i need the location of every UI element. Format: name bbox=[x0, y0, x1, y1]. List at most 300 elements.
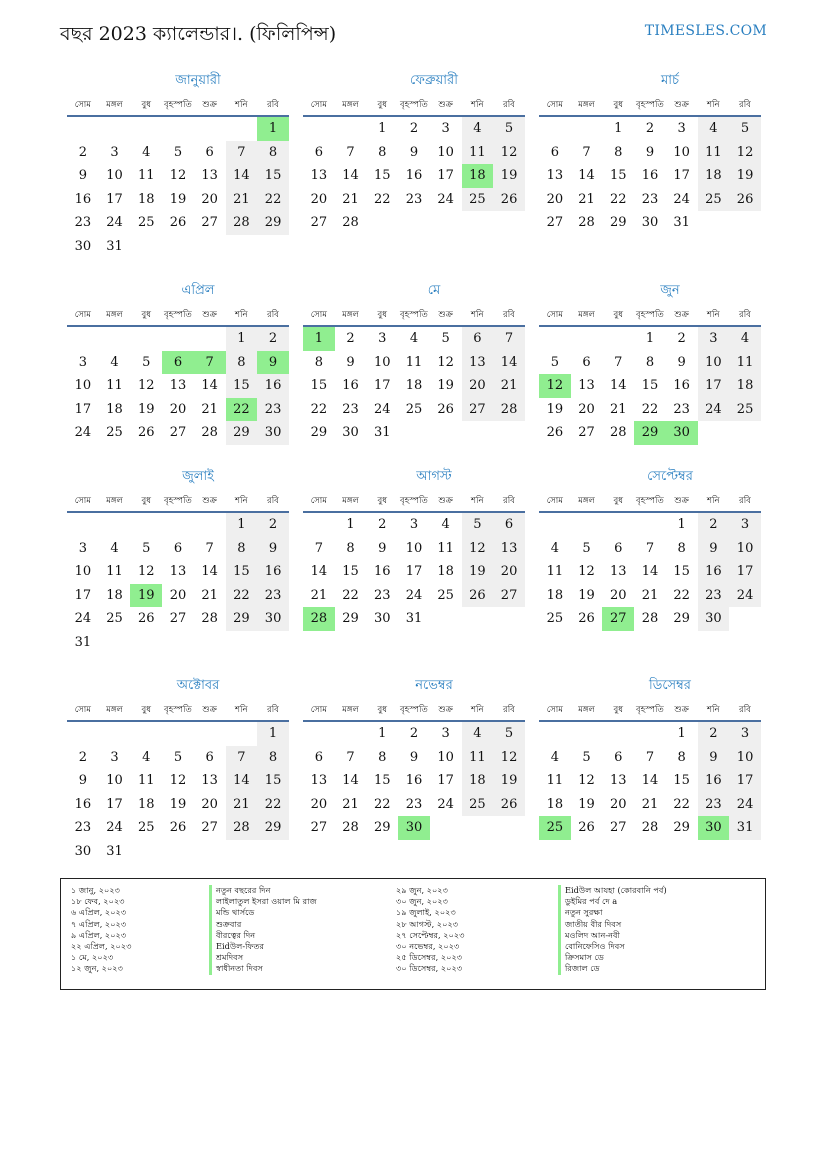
day-cell[interactable]: 11 bbox=[137, 168, 155, 183]
day-cell[interactable]: 21 bbox=[578, 191, 595, 207]
day-cell[interactable]: 14 bbox=[201, 378, 218, 393]
day-cell[interactable]: 23 bbox=[641, 191, 659, 207]
day-cell[interactable]: 18 bbox=[137, 796, 155, 812]
day-cell[interactable]: 7 bbox=[226, 746, 258, 770]
holiday-day-cell[interactable]: 29 bbox=[634, 421, 666, 445]
day-cell[interactable]: 14 bbox=[493, 351, 525, 375]
day-cell[interactable]: 7 bbox=[346, 749, 355, 765]
day-cell[interactable]: 5 bbox=[550, 354, 559, 370]
day-cell[interactable]: 25 bbox=[137, 820, 155, 835]
day-cell[interactable]: 10 bbox=[698, 351, 730, 375]
day-cell[interactable]: 21 bbox=[201, 587, 218, 603]
day-cell[interactable]: 9 bbox=[698, 537, 730, 561]
day-cell[interactable]: 26 bbox=[729, 188, 761, 212]
day-cell[interactable]: 2 bbox=[645, 121, 655, 136]
day-cell[interactable]: 25 bbox=[437, 587, 454, 603]
day-cell[interactable]: 6 bbox=[614, 540, 623, 556]
day-cell[interactable]: 17 bbox=[74, 401, 92, 417]
day-cell[interactable]: 5 bbox=[142, 354, 151, 370]
day-cell[interactable]: 10 bbox=[729, 746, 761, 770]
day-cell[interactable]: 20 bbox=[609, 587, 627, 603]
day-cell[interactable]: 26 bbox=[169, 215, 187, 230]
day-cell[interactable]: 24 bbox=[106, 820, 123, 835]
day-cell[interactable]: 20 bbox=[310, 796, 328, 812]
day-cell[interactable]: 5 bbox=[582, 540, 591, 556]
day-cell[interactable]: 22 bbox=[310, 401, 328, 417]
day-cell[interactable]: 13 bbox=[493, 537, 525, 561]
day-cell[interactable]: 15 bbox=[257, 164, 289, 188]
day-cell[interactable]: 9 bbox=[378, 540, 387, 556]
holiday-day-cell[interactable]: 19 bbox=[130, 584, 162, 608]
day-cell[interactable]: 3 bbox=[378, 331, 387, 346]
day-cell[interactable]: 24 bbox=[74, 611, 92, 626]
day-cell[interactable]: 17 bbox=[405, 564, 423, 579]
day-cell[interactable]: 5 bbox=[462, 513, 494, 537]
day-cell[interactable]: 6 bbox=[614, 749, 623, 765]
day-cell[interactable]: 30 bbox=[373, 611, 391, 626]
day-cell[interactable]: 26 bbox=[493, 188, 525, 212]
day-cell[interactable]: 28 bbox=[493, 398, 525, 422]
day-cell[interactable]: 4 bbox=[550, 540, 559, 556]
day-cell[interactable]: 26 bbox=[493, 793, 525, 817]
day-cell[interactable]: 21 bbox=[641, 587, 659, 603]
day-cell[interactable]: 12 bbox=[437, 354, 454, 370]
holiday-day-cell[interactable]: 25 bbox=[539, 816, 571, 840]
day-cell[interactable]: 4 bbox=[409, 331, 419, 346]
day-cell[interactable]: 27 bbox=[169, 611, 187, 626]
day-cell[interactable]: 8 bbox=[645, 354, 655, 370]
day-cell[interactable]: 5 bbox=[173, 749, 183, 765]
day-cell[interactable]: 20 bbox=[578, 401, 595, 417]
day-cell[interactable]: 12 bbox=[169, 168, 187, 183]
day-cell[interactable]: 23 bbox=[257, 584, 289, 608]
day-cell[interactable]: 8 bbox=[677, 749, 686, 765]
day-cell[interactable]: 7 bbox=[645, 749, 655, 765]
day-cell[interactable]: 24 bbox=[106, 215, 123, 230]
day-cell[interactable]: 15 bbox=[226, 560, 258, 584]
day-cell[interactable]: 29 bbox=[609, 215, 627, 230]
day-cell[interactable]: 3 bbox=[409, 517, 419, 532]
day-cell[interactable]: 25 bbox=[106, 425, 123, 440]
day-cell[interactable]: 5 bbox=[582, 749, 591, 765]
day-cell[interactable]: 29 bbox=[226, 421, 258, 445]
day-cell[interactable]: 20 bbox=[169, 587, 187, 603]
day-cell[interactable]: 31 bbox=[673, 215, 690, 230]
day-cell[interactable]: 12 bbox=[578, 773, 595, 788]
day-cell[interactable]: 12 bbox=[169, 773, 187, 788]
day-cell[interactable]: 7 bbox=[582, 144, 591, 160]
day-cell[interactable]: 29 bbox=[673, 611, 690, 626]
day-cell[interactable]: 2 bbox=[677, 331, 686, 346]
day-cell[interactable]: 22 bbox=[257, 188, 289, 212]
day-cell[interactable]: 4 bbox=[110, 354, 119, 370]
day-cell[interactable]: 18 bbox=[405, 378, 423, 393]
day-cell[interactable]: 10 bbox=[673, 144, 690, 160]
day-cell[interactable]: 12 bbox=[137, 378, 155, 393]
day-cell[interactable]: 27 bbox=[169, 425, 187, 440]
day-cell[interactable]: 21 bbox=[342, 191, 359, 207]
day-cell[interactable]: 22 bbox=[673, 796, 690, 812]
day-cell[interactable]: 23 bbox=[74, 215, 92, 230]
day-cell[interactable]: 9 bbox=[698, 746, 730, 770]
day-cell[interactable]: 18 bbox=[106, 401, 123, 417]
day-cell[interactable]: 16 bbox=[74, 796, 92, 812]
day-cell[interactable]: 20 bbox=[546, 191, 564, 207]
day-cell[interactable]: 26 bbox=[137, 611, 155, 626]
day-cell[interactable]: 28 bbox=[641, 611, 659, 626]
day-cell[interactable]: 8 bbox=[378, 144, 387, 160]
day-cell[interactable]: 15 bbox=[641, 378, 659, 393]
day-cell[interactable]: 27 bbox=[462, 398, 494, 422]
day-cell[interactable]: 13 bbox=[201, 168, 218, 183]
day-cell[interactable]: 11 bbox=[462, 141, 494, 165]
day-cell[interactable]: 16 bbox=[257, 560, 289, 584]
day-cell[interactable]: 4 bbox=[441, 517, 450, 532]
day-cell[interactable]: 25 bbox=[698, 188, 730, 212]
day-cell[interactable]: 16 bbox=[342, 378, 359, 393]
day-cell[interactable]: 27 bbox=[493, 584, 525, 608]
day-cell[interactable]: 14 bbox=[201, 564, 218, 579]
day-cell[interactable]: 18 bbox=[546, 796, 564, 812]
day-cell[interactable]: 3 bbox=[78, 354, 87, 370]
day-cell[interactable]: 22 bbox=[373, 191, 391, 207]
day-cell[interactable]: 12 bbox=[137, 564, 155, 579]
day-cell[interactable]: 23 bbox=[74, 820, 92, 835]
day-cell[interactable]: 8 bbox=[257, 141, 289, 165]
day-cell[interactable]: 8 bbox=[226, 537, 258, 561]
day-cell[interactable]: 26 bbox=[578, 611, 595, 626]
day-cell[interactable]: 13 bbox=[169, 564, 187, 579]
day-cell[interactable]: 2 bbox=[78, 749, 87, 765]
day-cell[interactable]: 29 bbox=[342, 611, 359, 626]
day-cell[interactable]: 25 bbox=[137, 215, 155, 230]
day-cell[interactable]: 30 bbox=[641, 215, 659, 230]
day-cell[interactable]: 3 bbox=[441, 726, 450, 741]
day-cell[interactable]: 19 bbox=[169, 191, 187, 207]
day-cell[interactable]: 21 bbox=[641, 796, 659, 812]
day-cell[interactable]: 24 bbox=[729, 584, 761, 608]
day-cell[interactable]: 30 bbox=[74, 238, 92, 254]
day-cell[interactable]: 12 bbox=[729, 141, 761, 165]
day-cell[interactable]: 16 bbox=[698, 560, 730, 584]
holiday-day-cell[interactable]: 28 bbox=[303, 607, 335, 631]
day-cell[interactable]: 23 bbox=[257, 398, 289, 422]
day-cell[interactable]: 3 bbox=[677, 121, 686, 136]
day-cell[interactable]: 13 bbox=[201, 773, 218, 788]
day-cell[interactable]: 9 bbox=[409, 144, 419, 160]
day-cell[interactable]: 2 bbox=[378, 517, 387, 532]
day-cell[interactable]: 16 bbox=[698, 769, 730, 793]
day-cell[interactable]: 30 bbox=[257, 421, 289, 445]
day-cell[interactable]: 22 bbox=[641, 401, 659, 417]
day-cell[interactable]: 15 bbox=[673, 564, 690, 579]
day-cell[interactable]: 31 bbox=[405, 611, 423, 626]
day-cell[interactable]: 29 bbox=[226, 607, 258, 631]
day-cell[interactable]: 16 bbox=[373, 564, 391, 579]
holiday-day-cell[interactable]: 1 bbox=[257, 117, 289, 141]
day-cell[interactable]: 11 bbox=[546, 564, 564, 579]
day-cell[interactable]: 17 bbox=[437, 168, 454, 183]
day-cell[interactable]: 13 bbox=[609, 773, 627, 788]
day-cell[interactable]: 10 bbox=[729, 537, 761, 561]
day-cell[interactable]: 14 bbox=[342, 168, 359, 183]
day-cell[interactable]: 11 bbox=[437, 540, 454, 556]
day-cell[interactable]: 27 bbox=[578, 425, 595, 440]
day-cell[interactable]: 30 bbox=[698, 607, 730, 631]
day-cell[interactable]: 18 bbox=[106, 587, 123, 603]
day-cell[interactable]: 26 bbox=[462, 584, 494, 608]
day-cell[interactable]: 2 bbox=[698, 722, 730, 746]
holiday-day-cell[interactable]: 27 bbox=[602, 607, 634, 631]
day-cell[interactable]: 18 bbox=[462, 769, 494, 793]
day-cell[interactable]: 25 bbox=[462, 188, 494, 212]
day-cell[interactable]: 24 bbox=[698, 398, 730, 422]
day-cell[interactable]: 22 bbox=[673, 587, 690, 603]
day-cell[interactable]: 10 bbox=[74, 378, 92, 393]
day-cell[interactable]: 11 bbox=[106, 378, 123, 393]
day-cell[interactable]: 26 bbox=[578, 820, 595, 835]
day-cell[interactable]: 14 bbox=[609, 378, 627, 393]
day-cell[interactable]: 14 bbox=[578, 168, 595, 183]
day-cell[interactable]: 15 bbox=[673, 773, 690, 788]
day-cell[interactable]: 25 bbox=[462, 793, 494, 817]
day-cell[interactable]: 28 bbox=[342, 215, 359, 230]
day-cell[interactable]: 6 bbox=[550, 144, 559, 160]
holiday-day-cell[interactable]: 30 bbox=[666, 421, 698, 445]
day-cell[interactable]: 18 bbox=[698, 164, 730, 188]
day-cell[interactable]: 6 bbox=[173, 540, 183, 556]
day-cell[interactable]: 11 bbox=[137, 773, 155, 788]
day-cell[interactable]: 14 bbox=[641, 773, 659, 788]
day-cell[interactable]: 11 bbox=[405, 354, 423, 370]
day-cell[interactable]: 4 bbox=[550, 749, 559, 765]
day-cell[interactable]: 16 bbox=[405, 773, 423, 788]
day-cell[interactable]: 1 bbox=[614, 121, 623, 136]
day-cell[interactable]: 4 bbox=[142, 144, 151, 160]
day-cell[interactable]: 5 bbox=[493, 722, 525, 746]
day-cell[interactable]: 27 bbox=[546, 215, 564, 230]
day-cell[interactable]: 19 bbox=[169, 796, 187, 812]
day-cell[interactable]: 1 bbox=[346, 517, 355, 532]
day-cell[interactable]: 7 bbox=[614, 354, 623, 370]
day-cell[interactable]: 10 bbox=[437, 144, 454, 160]
day-cell[interactable]: 27 bbox=[201, 215, 218, 230]
day-cell[interactable]: 3 bbox=[698, 327, 730, 351]
day-cell[interactable]: 9 bbox=[78, 168, 87, 183]
day-cell[interactable]: 20 bbox=[493, 560, 525, 584]
day-cell[interactable]: 28 bbox=[201, 611, 218, 626]
day-cell[interactable]: 23 bbox=[673, 401, 690, 417]
holiday-day-cell[interactable]: 18 bbox=[462, 164, 494, 188]
day-cell[interactable]: 2 bbox=[698, 513, 730, 537]
day-cell[interactable]: 5 bbox=[441, 331, 450, 346]
day-cell[interactable]: 15 bbox=[373, 168, 391, 183]
day-cell[interactable]: 4 bbox=[698, 117, 730, 141]
day-cell[interactable]: 30 bbox=[74, 843, 92, 859]
day-cell[interactable]: 7 bbox=[205, 540, 214, 556]
day-cell[interactable]: 21 bbox=[310, 587, 328, 603]
day-cell[interactable]: 8 bbox=[226, 351, 258, 375]
day-cell[interactable]: 20 bbox=[462, 374, 494, 398]
day-cell[interactable]: 6 bbox=[493, 513, 525, 537]
day-cell[interactable]: 13 bbox=[310, 168, 328, 183]
holiday-day-cell[interactable]: 30 bbox=[698, 816, 730, 840]
day-cell[interactable]: 9 bbox=[645, 144, 655, 160]
day-cell[interactable]: 21 bbox=[201, 401, 218, 417]
day-cell[interactable]: 29 bbox=[310, 425, 328, 440]
day-cell[interactable]: 10 bbox=[74, 564, 92, 579]
day-cell[interactable]: 28 bbox=[578, 215, 595, 230]
day-cell[interactable]: 3 bbox=[441, 121, 450, 136]
day-cell[interactable]: 5 bbox=[729, 117, 761, 141]
day-cell[interactable]: 18 bbox=[729, 374, 761, 398]
day-cell[interactable]: 19 bbox=[578, 796, 595, 812]
day-cell[interactable]: 27 bbox=[201, 820, 218, 835]
day-cell[interactable]: 18 bbox=[546, 587, 564, 603]
day-cell[interactable]: 10 bbox=[405, 540, 423, 556]
day-cell[interactable]: 23 bbox=[698, 793, 730, 817]
day-cell[interactable]: 15 bbox=[342, 564, 359, 579]
day-cell[interactable]: 24 bbox=[673, 191, 690, 207]
day-cell[interactable]: 20 bbox=[310, 191, 328, 207]
day-cell[interactable]: 20 bbox=[169, 401, 187, 417]
day-cell[interactable]: 25 bbox=[106, 611, 123, 626]
day-cell[interactable]: 15 bbox=[609, 168, 627, 183]
day-cell[interactable]: 12 bbox=[578, 564, 595, 579]
holiday-day-cell[interactable]: 30 bbox=[398, 816, 430, 840]
day-cell[interactable]: 2 bbox=[257, 327, 289, 351]
day-cell[interactable]: 17 bbox=[698, 374, 730, 398]
day-cell[interactable]: 25 bbox=[405, 401, 423, 417]
day-cell[interactable]: 17 bbox=[106, 796, 123, 812]
day-cell[interactable]: 4 bbox=[729, 327, 761, 351]
day-cell[interactable]: 9 bbox=[78, 773, 87, 788]
day-cell[interactable]: 1 bbox=[677, 517, 686, 532]
day-cell[interactable]: 13 bbox=[546, 168, 564, 183]
day-cell[interactable]: 15 bbox=[373, 773, 391, 788]
day-cell[interactable]: 23 bbox=[405, 796, 423, 812]
site-link[interactable]: TIMESLES.COM bbox=[644, 23, 767, 39]
day-cell[interactable]: 3 bbox=[110, 749, 119, 765]
day-cell[interactable]: 12 bbox=[493, 141, 525, 165]
day-cell[interactable]: 26 bbox=[546, 425, 564, 440]
day-cell[interactable]: 22 bbox=[342, 587, 359, 603]
day-cell[interactable]: 26 bbox=[169, 820, 187, 835]
day-cell[interactable]: 4 bbox=[142, 749, 151, 765]
day-cell[interactable]: 5 bbox=[173, 144, 183, 160]
day-cell[interactable]: 24 bbox=[437, 191, 454, 207]
day-cell[interactable]: 24 bbox=[405, 587, 423, 603]
day-cell[interactable]: 6 bbox=[205, 144, 214, 160]
day-cell[interactable]: 1 bbox=[378, 121, 387, 136]
day-cell[interactable]: 13 bbox=[310, 773, 328, 788]
day-cell[interactable]: 14 bbox=[342, 773, 359, 788]
day-cell[interactable]: 25 bbox=[546, 611, 564, 626]
day-cell[interactable]: 12 bbox=[493, 746, 525, 770]
holiday-day-cell[interactable]: 22 bbox=[226, 398, 258, 422]
day-cell[interactable]: 28 bbox=[201, 425, 218, 440]
day-cell[interactable]: 3 bbox=[729, 513, 761, 537]
day-cell[interactable]: 8 bbox=[677, 540, 686, 556]
day-cell[interactable]: 10 bbox=[373, 354, 391, 370]
day-cell[interactable]: 12 bbox=[462, 537, 494, 561]
day-cell[interactable]: 11 bbox=[698, 141, 730, 165]
day-cell[interactable]: 22 bbox=[226, 584, 258, 608]
day-cell[interactable]: 24 bbox=[373, 401, 391, 417]
day-cell[interactable]: 16 bbox=[673, 378, 690, 393]
day-cell[interactable]: 20 bbox=[201, 191, 218, 207]
day-cell[interactable]: 6 bbox=[314, 749, 323, 765]
day-cell[interactable]: 31 bbox=[74, 634, 92, 650]
day-cell[interactable]: 24 bbox=[437, 796, 454, 812]
day-cell[interactable]: 17 bbox=[729, 769, 761, 793]
day-cell[interactable]: 30 bbox=[257, 607, 289, 631]
day-cell[interactable]: 29 bbox=[257, 816, 289, 840]
day-cell[interactable]: 2 bbox=[346, 331, 355, 346]
day-cell[interactable]: 29 bbox=[673, 820, 690, 835]
day-cell[interactable]: 1 bbox=[645, 331, 655, 346]
day-cell[interactable]: 22 bbox=[257, 793, 289, 817]
day-cell[interactable]: 2 bbox=[78, 144, 87, 160]
day-cell[interactable]: 17 bbox=[673, 168, 690, 183]
day-cell[interactable]: 21 bbox=[609, 401, 627, 417]
day-cell[interactable]: 16 bbox=[641, 168, 659, 183]
day-cell[interactable]: 11 bbox=[546, 773, 564, 788]
day-cell[interactable]: 15 bbox=[310, 378, 328, 393]
day-cell[interactable]: 9 bbox=[346, 354, 355, 370]
day-cell[interactable]: 28 bbox=[226, 211, 258, 235]
day-cell[interactable]: 1 bbox=[677, 726, 686, 741]
day-cell[interactable]: 6 bbox=[462, 327, 494, 351]
day-cell[interactable]: 16 bbox=[74, 191, 92, 207]
day-cell[interactable]: 17 bbox=[437, 773, 454, 788]
day-cell[interactable]: 8 bbox=[378, 749, 387, 765]
day-cell[interactable]: 2 bbox=[257, 513, 289, 537]
day-cell[interactable]: 8 bbox=[314, 354, 323, 370]
day-cell[interactable]: 27 bbox=[310, 215, 328, 230]
day-cell[interactable]: 7 bbox=[226, 141, 258, 165]
day-cell[interactable]: 28 bbox=[342, 820, 359, 835]
day-cell[interactable]: 19 bbox=[493, 769, 525, 793]
day-cell[interactable]: 23 bbox=[373, 587, 391, 603]
day-cell[interactable]: 18 bbox=[437, 564, 454, 579]
day-cell[interactable]: 31 bbox=[729, 816, 761, 840]
day-cell[interactable]: 2 bbox=[409, 726, 419, 741]
day-cell[interactable]: 26 bbox=[437, 401, 454, 417]
day-cell[interactable]: 20 bbox=[609, 796, 627, 812]
day-cell[interactable]: 15 bbox=[226, 374, 258, 398]
day-cell[interactable]: 24 bbox=[74, 425, 92, 440]
day-cell[interactable]: 10 bbox=[106, 773, 123, 788]
day-cell[interactable]: 6 bbox=[582, 354, 591, 370]
day-cell[interactable]: 1 bbox=[378, 726, 387, 741]
day-cell[interactable]: 5 bbox=[493, 117, 525, 141]
holiday-day-cell[interactable]: 9 bbox=[257, 351, 289, 375]
day-cell[interactable]: 13 bbox=[609, 564, 627, 579]
day-cell[interactable]: 1 bbox=[257, 722, 289, 746]
day-cell[interactable]: 31 bbox=[106, 843, 123, 859]
day-cell[interactable]: 13 bbox=[462, 351, 494, 375]
holiday-day-cell[interactable]: 1 bbox=[303, 327, 335, 351]
day-cell[interactable]: 2 bbox=[409, 121, 419, 136]
day-cell[interactable]: 28 bbox=[641, 820, 659, 835]
day-cell[interactable]: 27 bbox=[310, 820, 328, 835]
day-cell[interactable]: 22 bbox=[609, 191, 627, 207]
holiday-day-cell[interactable]: 7 bbox=[194, 351, 226, 375]
day-cell[interactable]: 19 bbox=[462, 560, 494, 584]
day-cell[interactable]: 4 bbox=[462, 117, 494, 141]
day-cell[interactable]: 6 bbox=[314, 144, 323, 160]
